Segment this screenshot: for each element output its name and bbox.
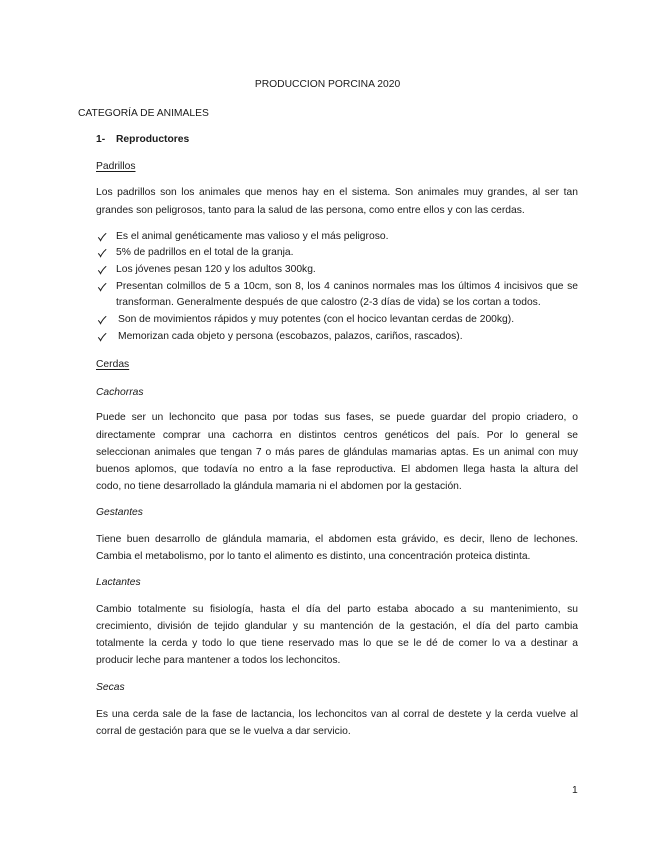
checkmark-icon xyxy=(97,282,107,292)
padrillos-checklist xyxy=(96,229,578,346)
paragraph-line: totalmente la cerda y todo lo que tiene reservado mas lo que se le dé de comer lo va a destinar a xyxy=(96,637,578,649)
list-item xyxy=(96,312,578,329)
paragraph-line: buenos aplomos, que todavía no entro a la fase reproductiva. El abdomen llega hasta la altura del xyxy=(96,464,578,476)
gestantes-paragraph xyxy=(96,531,578,565)
list-item-text: transforman. Generalmente después de que calostro (2-3 días de vida) se los cortan a todos. xyxy=(116,297,541,309)
checkmark-icon xyxy=(97,332,107,342)
paragraph-line: seleccionan animales que tengan 7 o más pares de glándulas mamarias aptas. Es un animal con muy xyxy=(96,446,578,458)
lactantes-paragraph xyxy=(96,601,578,669)
list-item xyxy=(96,279,578,312)
paragraph-line: Los padrillos son los animales que menos hay en el sistema. Son animales muy grandes, al ser tan xyxy=(96,187,578,199)
cerdas-heading: Cerdas xyxy=(96,358,130,370)
paragraph-line: corral de gestación para que se le vuelva a dar servicio. xyxy=(96,725,351,737)
page-number: 1 xyxy=(572,784,578,796)
cachorras-paragraph xyxy=(96,409,578,495)
list-item xyxy=(96,245,578,262)
paragraph-line: Puede ser un lechoncito que pasa por todas sus fases, se puede guardar del propio criadero, o xyxy=(96,412,578,424)
paragraph-line: codo, no tiene desarrollado la glándula mamaria ni el abdomen por la gestación. xyxy=(96,481,462,493)
paragraph-line: directamente comprar una cachorra en distintos centros genéticos del país. Por lo general se xyxy=(96,429,578,441)
paragraph-line: crecimiento, división de tejido glandular y su mantención de la gestación, el día del parto cambia xyxy=(96,620,578,632)
checkmark-icon xyxy=(97,232,107,242)
checkmark-icon xyxy=(97,265,107,275)
subsection-number: 1- xyxy=(96,133,106,145)
checkmark-icon xyxy=(97,248,107,258)
list-item-text: Presentan colmillos de 5 a 10cm, son 8, los 4 caninos normales mas los últimos 4 incisivos que se xyxy=(116,280,578,292)
checkmark-icon xyxy=(97,315,107,325)
paragraph-line: Cambio totalmente su fisiología, hasta el día del parto estaba abocado a su mantenimiento, su xyxy=(96,603,578,615)
paragraph-line: producir leche para mantener a todos los lechoncitos. xyxy=(96,654,341,666)
subsection-title: Reproductores xyxy=(116,133,190,145)
list-item-text: Son de movimientos rápidos y muy potentes (con el hocico levantan cerdas de 200kg). xyxy=(118,314,515,326)
list-item xyxy=(96,262,578,279)
paragraph-line: Tiene buen desarrollo de glándula mamaria, el abdomen esta grávido, es decir, lleno de lechones. xyxy=(96,533,578,545)
list-item xyxy=(96,229,578,246)
list-item xyxy=(96,329,578,346)
list-item-text: 5% de padrillos en el total de la granja. xyxy=(116,247,294,259)
secas-paragraph xyxy=(96,706,578,740)
section-heading: CATEGORÍA DE ANIMALES xyxy=(78,107,209,119)
paragraph-line: Cambia el metabolismo, por lo tanto el alimento es distinto, una concentración proteica distinta. xyxy=(96,550,531,562)
list-item-text: Los jóvenes pesan 120 y los adultos 300kg. xyxy=(116,264,316,276)
lactantes-heading: Lactantes xyxy=(96,576,141,588)
secas-heading: Secas xyxy=(96,681,125,693)
padrillos-heading: Padrillos xyxy=(96,160,136,172)
padrillos-paragraph xyxy=(96,184,578,219)
paragraph-line: Es una cerda sale de la fase de lactancia, los lechoncitos van al corral de destete y la cerda vuelve al xyxy=(96,708,578,720)
list-item-text: Memorizan cada objeto y persona (escobazos, palazos, cariños, rascados). xyxy=(118,330,463,342)
cachorras-heading: Cachorras xyxy=(96,386,144,398)
list-item-text: Es el animal genéticamente mas valioso y el más peligroso. xyxy=(116,230,389,242)
gestantes-heading: Gestantes xyxy=(96,506,143,518)
document-title: PRODUCCION PORCINA 2020 xyxy=(254,78,401,90)
paragraph-line: grandes son peligrosos, tanto para la salud de las persona, como entre ellos y con las cerdas. xyxy=(96,204,525,216)
